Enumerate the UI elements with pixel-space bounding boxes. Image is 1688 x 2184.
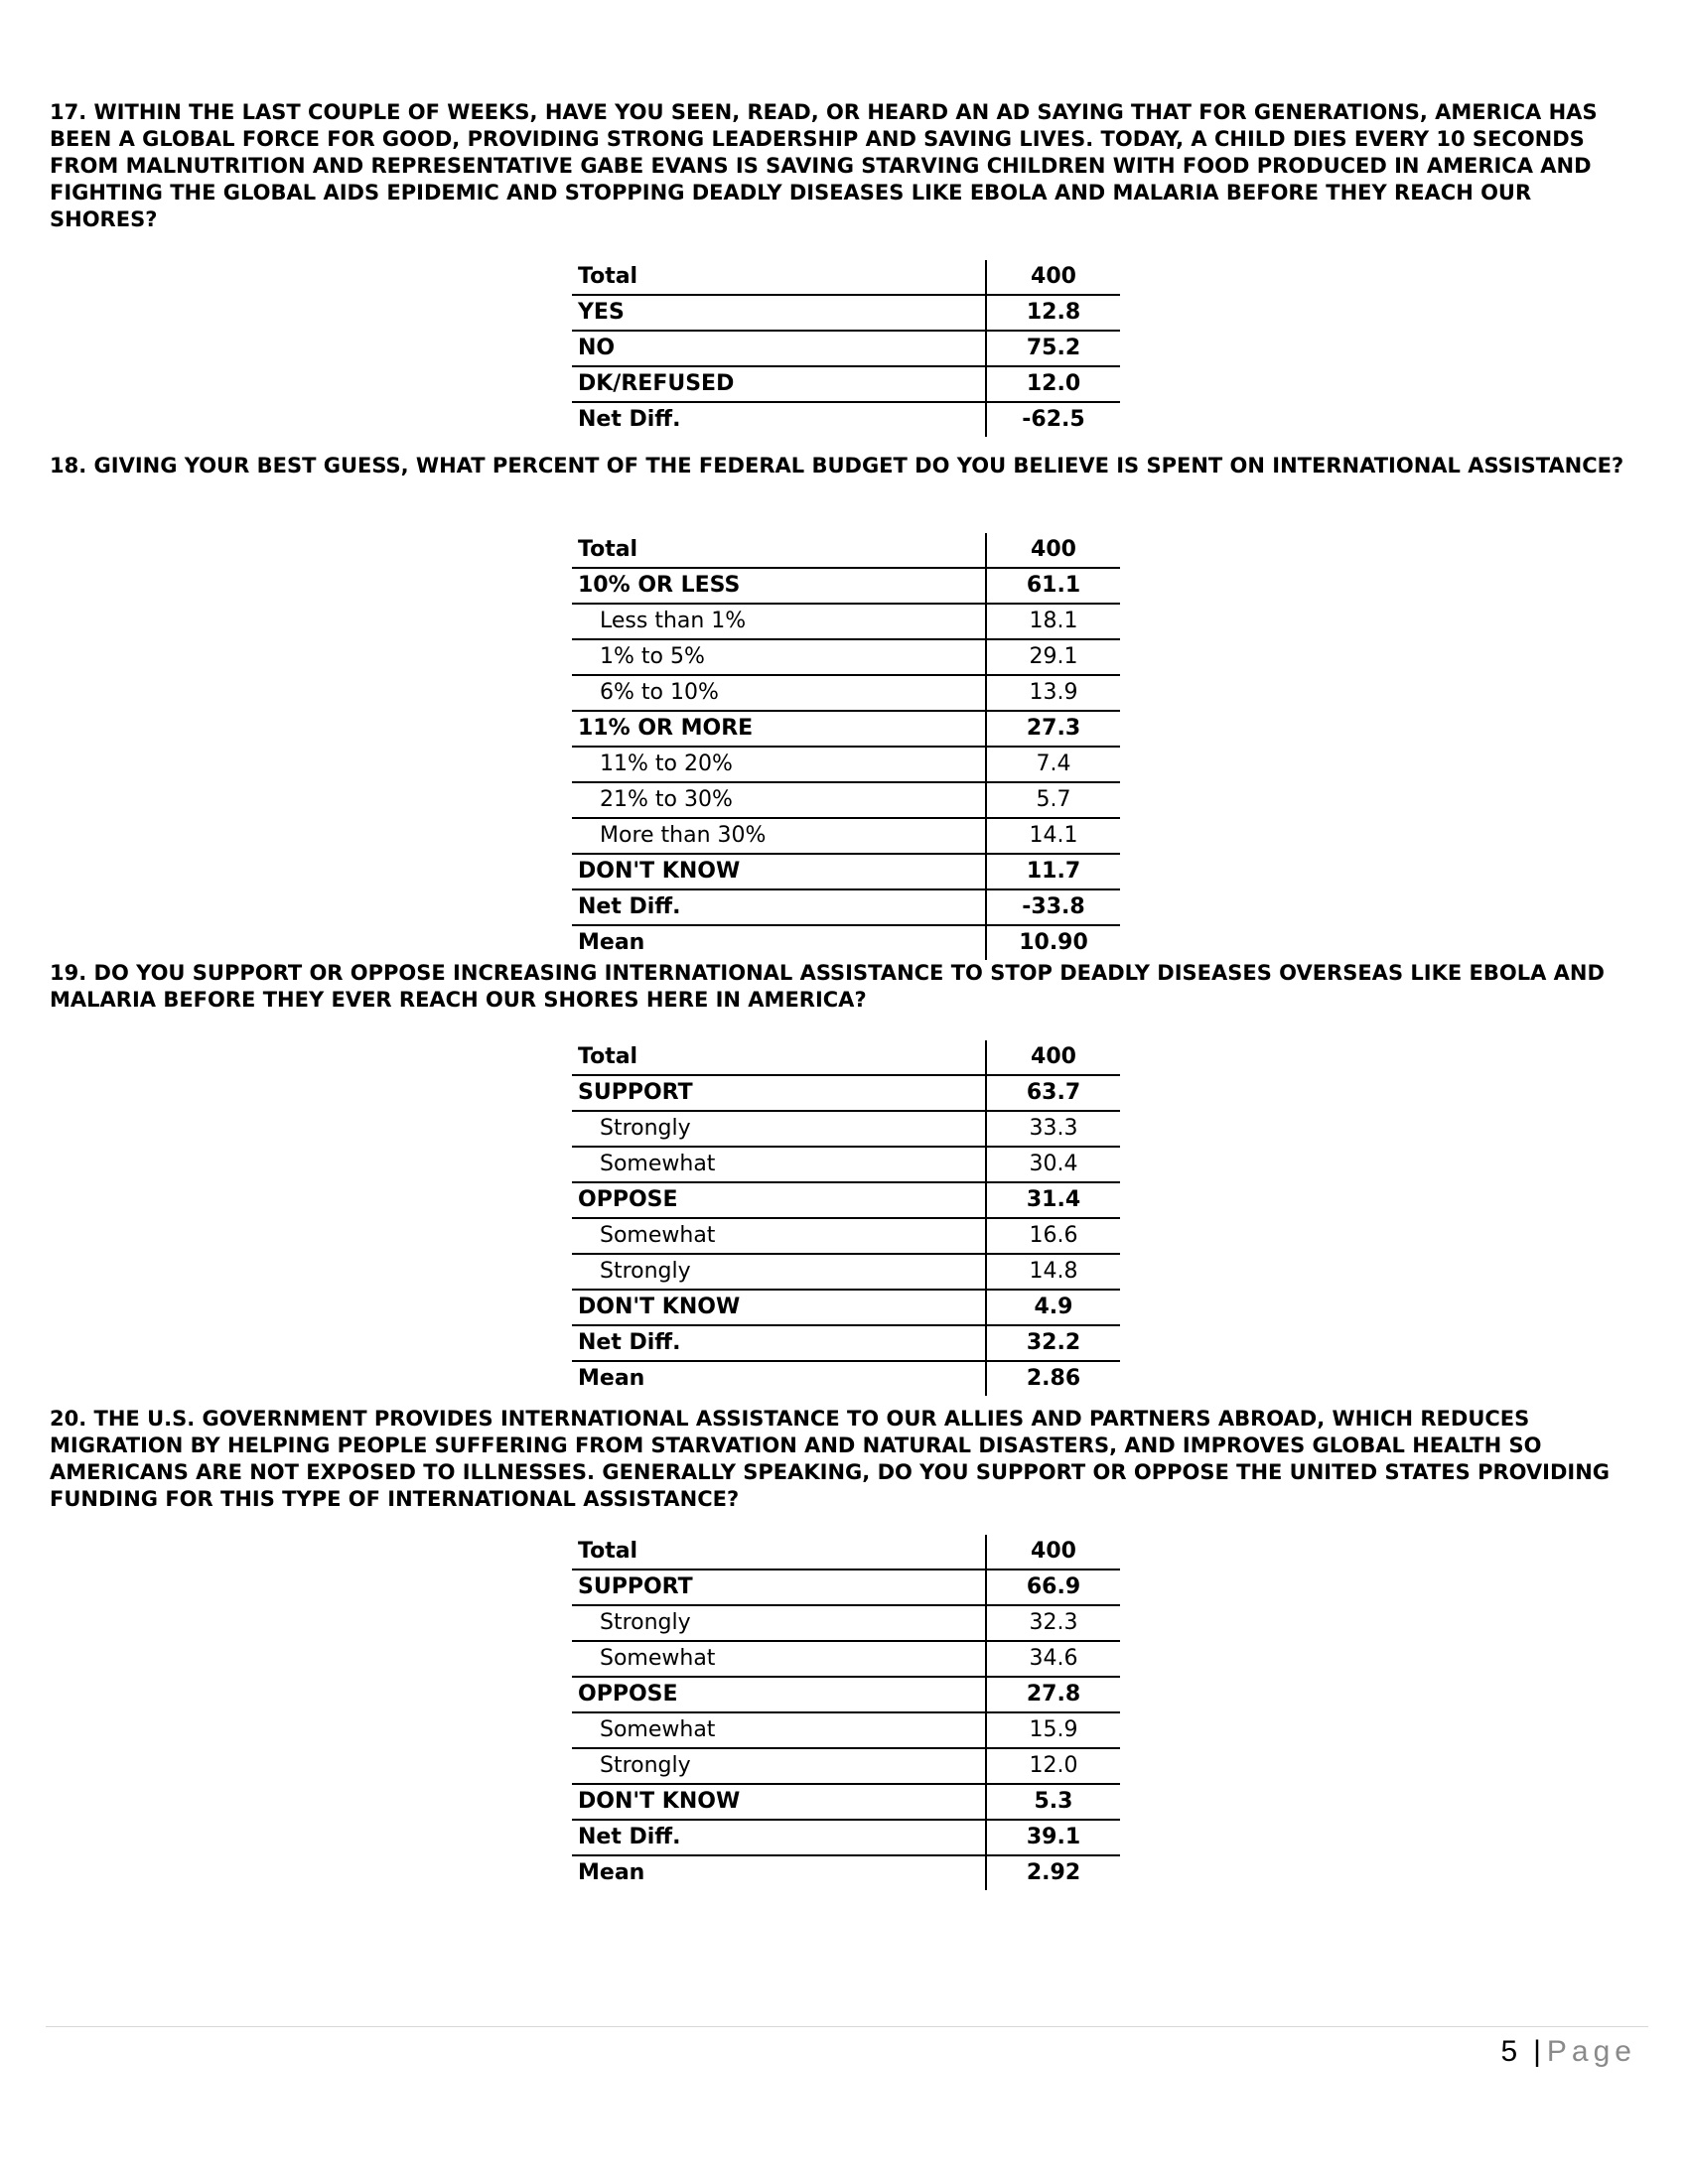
footer-divider — [46, 2026, 1648, 2027]
row-value: 61.1 — [1026, 573, 1081, 598]
row-value: 32.2 — [1026, 1330, 1081, 1355]
table-row — [572, 855, 1120, 890]
page-word: Page — [1546, 2035, 1636, 2068]
table-row — [572, 1255, 1120, 1291]
row-value: 400 — [1031, 264, 1076, 289]
row-label: More than 30% — [600, 823, 767, 848]
row-value: 13.9 — [1029, 680, 1078, 705]
table-row — [572, 926, 1120, 960]
row-value: 16.6 — [1029, 1223, 1078, 1248]
row-label: Strongly — [600, 1753, 691, 1778]
table-row — [572, 1183, 1120, 1219]
row-label: DON'T KNOW — [578, 1295, 741, 1319]
row-value: -62.5 — [1022, 407, 1085, 432]
table-row — [572, 712, 1120, 748]
row-label: Somewhat — [600, 1646, 716, 1671]
row-label: Somewhat — [600, 1717, 716, 1742]
row-value: 400 — [1031, 1539, 1076, 1564]
row-value: 30.4 — [1029, 1152, 1078, 1176]
table-row — [572, 783, 1120, 819]
question-19-text: 19. DO YOU SUPPORT OR OPPOSE INCREASING INTERNATIONAL ASSISTANCE TO STOP DEADLY DISEASES OVERSEAS LIKE EBOLA AND MALARIA BEFORE THEY EVER REACH OUR SHORES HERE IN AMERICA? — [50, 961, 1605, 1012]
row-value: 14.1 — [1029, 823, 1078, 848]
row-value: 12.0 — [1026, 371, 1081, 396]
row-label: Total — [578, 1044, 638, 1069]
row-value: 33.3 — [1029, 1116, 1078, 1141]
row-value: 400 — [1031, 537, 1076, 562]
table-row — [572, 605, 1120, 640]
row-label: SUPPORT — [578, 1080, 693, 1105]
row-label: OPPOSE — [578, 1187, 678, 1212]
row-label: 11% to 20% — [600, 751, 733, 776]
table-row — [572, 1749, 1120, 1785]
row-label: 21% to 30% — [600, 787, 733, 812]
table-row — [572, 1606, 1120, 1642]
row-label: Net Diff. — [578, 894, 681, 919]
table-row — [572, 1713, 1120, 1749]
question-18-text: 18. GIVING YOUR BEST GUESS, WHAT PERCENT OF THE FEDERAL BUDGET DO YOU BELIEVE IS SPENT ON INTERNATIONAL ASSISTANCE? — [50, 454, 1624, 478]
row-label: Total — [578, 537, 638, 562]
row-label: 6% to 10% — [600, 680, 719, 705]
row-label: 11% OR MORE — [578, 716, 754, 741]
table-row — [572, 367, 1120, 403]
row-value: 75.2 — [1026, 336, 1081, 360]
row-value: 12.0 — [1029, 1753, 1078, 1778]
page-footer — [1500, 2035, 1636, 2069]
table-row — [572, 676, 1120, 712]
row-label: Total — [578, 1539, 638, 1564]
table-row — [572, 1326, 1120, 1362]
row-label: 1% to 5% — [600, 644, 705, 669]
table-row — [572, 748, 1120, 783]
row-label: Somewhat — [600, 1152, 716, 1176]
table-row — [572, 1856, 1120, 1890]
table-row — [572, 640, 1120, 676]
table-row — [572, 1570, 1120, 1606]
footer-separator: | — [1533, 2035, 1541, 2068]
row-label: Mean — [578, 1366, 645, 1391]
row-value: 34.6 — [1029, 1646, 1078, 1671]
table-row — [572, 1785, 1120, 1821]
table-row — [572, 1219, 1120, 1255]
table-row — [572, 1642, 1120, 1678]
row-label: Mean — [578, 930, 645, 955]
row-value: 2.86 — [1026, 1366, 1081, 1391]
table-row — [572, 296, 1120, 332]
row-label: Somewhat — [600, 1223, 716, 1248]
row-label: 10% OR LESS — [578, 573, 741, 598]
row-value: 66.9 — [1026, 1574, 1081, 1599]
row-label: Strongly — [600, 1610, 691, 1635]
row-label: NO — [578, 336, 616, 360]
row-label: Net Diff. — [578, 1825, 681, 1849]
question-18-table — [572, 533, 1120, 960]
question-20-table — [572, 1535, 1120, 1890]
row-value: 7.4 — [1036, 751, 1071, 776]
row-value: 400 — [1031, 1044, 1076, 1069]
row-label: SUPPORT — [578, 1574, 693, 1599]
row-value: 63.7 — [1026, 1080, 1081, 1105]
table-row — [572, 1040, 1120, 1076]
row-value: 29.1 — [1029, 644, 1078, 669]
row-label: DON'T KNOW — [578, 859, 741, 884]
table-row — [572, 569, 1120, 605]
table-row — [572, 1148, 1120, 1183]
row-value: 5.7 — [1036, 787, 1071, 812]
row-label: OPPOSE — [578, 1682, 678, 1706]
table-row — [572, 1821, 1120, 1856]
table-row — [572, 1291, 1120, 1326]
table-row — [572, 1678, 1120, 1713]
row-value: 39.1 — [1026, 1825, 1081, 1849]
row-value: 10.90 — [1019, 930, 1088, 955]
row-label: YES — [578, 300, 625, 325]
row-value: 27.8 — [1026, 1682, 1081, 1706]
table-row — [572, 1112, 1120, 1148]
row-value: 31.4 — [1026, 1187, 1081, 1212]
question-17-text: 17. WITHIN THE LAST COUPLE OF WEEKS, HAVE YOU SEEN, READ, OR HEARD AN AD SAYING THAT FOR GENERATIONS, AMERICA HAS BEEN A GLOBAL FORCE FOR GOOD, PROVIDING STRONG LEADERSHIP AND SAVING LIVES. TODAY, A CHILD DIES EVERY 10 SECONDS FROM MALNUTRITION AND REPRESENTATIVE GABE EVANS IS SAVING STARVING CHILDREN WITH FOOD PRODUCED IN AMERICA AND FIGHTING THE GLOBAL AIDS EPIDEMIC AND STOPPING DEADLY DISEASES LIKE EBOLA AND MALARIA BEFORE THEY REACH OUR SHORES? — [50, 100, 1598, 231]
table-row — [572, 1076, 1120, 1112]
page-number: 5 — [1500, 2035, 1518, 2068]
table-row — [572, 1362, 1120, 1396]
question-20-text: 20. THE U.S. GOVERNMENT PROVIDES INTERNATIONAL ASSISTANCE TO OUR ALLIES AND PARTNERS ABROAD, WHICH REDUCES MIGRATION BY HELPING PEOPLE SUFFERING FROM STARVATION AND NATURAL DISASTERS, AND IMPROVES GLOBAL HEALTH SO AMERICANS ARE NOT EXPOSED TO ILLNESSES. GENERALLY SPEAKING, DO YOU SUPPORT OR OPPOSE THE UNITED STATES PROVIDING FUNDING FOR THIS TYPE OF INTERNATIONAL ASSISTANCE? — [50, 1407, 1611, 1511]
row-value: 12.8 — [1026, 300, 1081, 325]
row-label: Strongly — [600, 1259, 691, 1284]
question-17-table — [572, 260, 1120, 437]
table-row — [572, 533, 1120, 569]
table-row — [572, 819, 1120, 855]
row-value: 5.3 — [1034, 1789, 1073, 1814]
row-label: Strongly — [600, 1116, 691, 1141]
row-value: 11.7 — [1026, 859, 1081, 884]
row-label: Net Diff. — [578, 407, 681, 432]
table-row — [572, 890, 1120, 926]
row-label: DON'T KNOW — [578, 1789, 741, 1814]
row-value: 32.3 — [1029, 1610, 1078, 1635]
row-label: Net Diff. — [578, 1330, 681, 1355]
row-value: 27.3 — [1026, 716, 1081, 741]
row-value: 15.9 — [1029, 1717, 1078, 1742]
row-label: Less than 1% — [600, 609, 747, 633]
row-label: Mean — [578, 1860, 645, 1885]
table-row — [572, 1535, 1120, 1570]
row-label: DK/REFUSED — [578, 371, 735, 396]
row-label: Total — [578, 264, 638, 289]
table-row — [572, 403, 1120, 437]
row-value: -33.8 — [1022, 894, 1085, 919]
table-row — [572, 332, 1120, 367]
question-19-table — [572, 1040, 1120, 1396]
row-value: 4.9 — [1034, 1295, 1073, 1319]
row-value: 2.92 — [1026, 1860, 1081, 1885]
table-row — [572, 260, 1120, 296]
row-value: 18.1 — [1029, 609, 1078, 633]
row-value: 14.8 — [1029, 1259, 1078, 1284]
